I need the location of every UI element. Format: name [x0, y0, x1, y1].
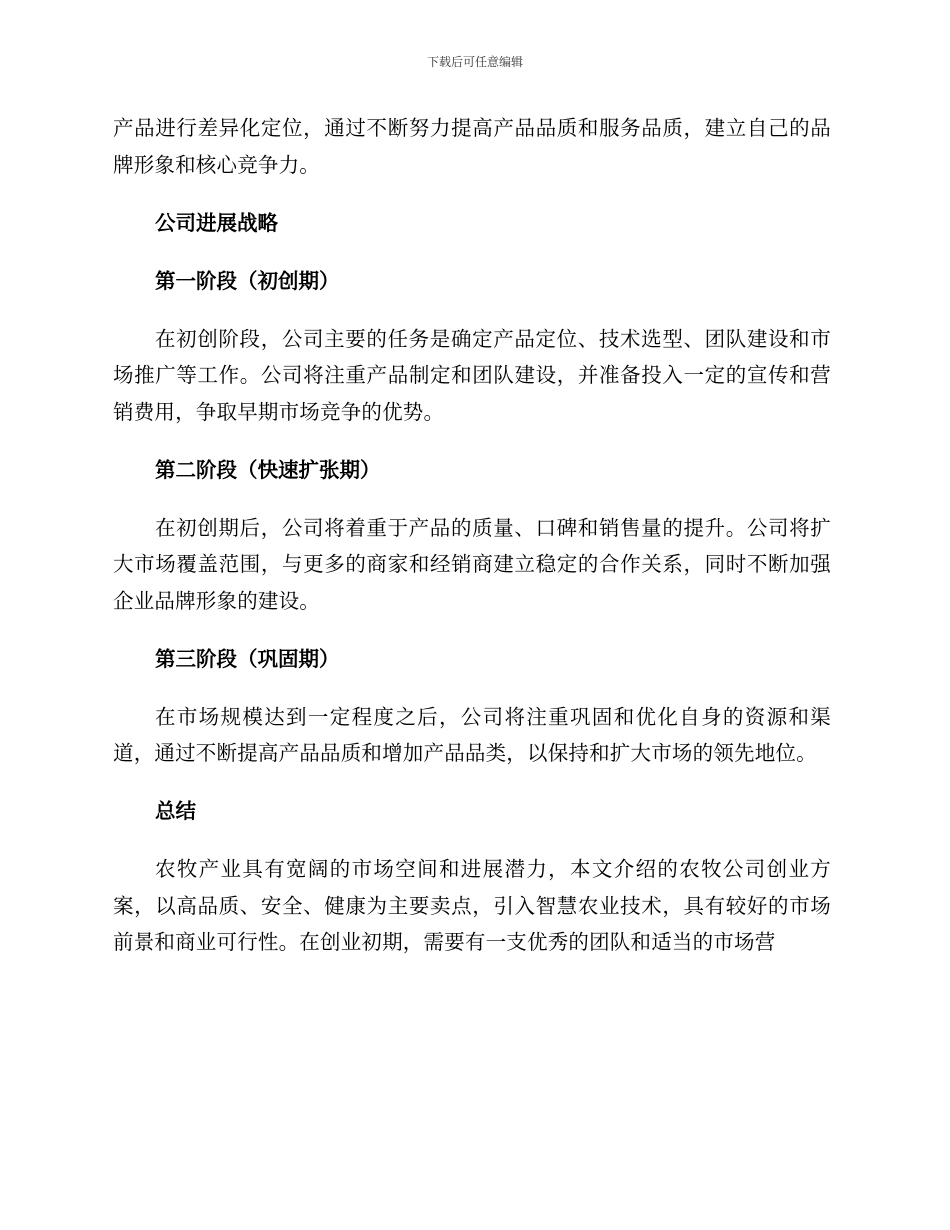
stage2-heading: 第二阶段（快速扩张期） — [155, 457, 381, 482]
stage1-heading: 第一阶段（初创期） — [155, 268, 340, 293]
stage3-heading: 第三阶段（巩固期） — [155, 646, 340, 671]
summary-heading: 总结 — [155, 799, 196, 823]
intro-continuation-paragraph: 产品进行差异化定位，通过不断努力提高产品品质和服务品质，建立自己的品牌形象和核心竞争力。 — [113, 116, 831, 177]
stage1-paragraph: 在初创阶段，公司主要的任务是确定产品定位、技术选型、团队建设和市场推广等工作。公司将注重产品制定和团队建设，并准备投入一定的宣传和营销费用，争取早期市场竞争的优势。 — [113, 326, 831, 424]
document-body — [113, 110, 831, 961]
stage2-paragraph: 在初创期后，公司将着重于产品的质量、口碑和销售量的提升。公司将扩大市场覆盖范围，与更多的商家和经销商建立稳定的合作关系，同时不断加强企业品牌形象的建设。 — [113, 515, 831, 613]
page-header-note: 下载后可任意编辑 — [426, 55, 523, 69]
summary-paragraph: 农牧产业具有宽阔的市场空间和进展潜力，本文介绍的农牧公司创业方案，以高品质、安全、健康为主要卖点，引入智慧农业技术，具有较好的市场前景和商业可行性。在创业初期，需要有一支优秀的团队和适当的市场营 — [113, 857, 831, 954]
stage3-paragraph: 在市场规模达到一定程度之后，公司将注重巩固和优化自身的资源和渠道，通过不断提高产品品质和增加产品品类，以保持和扩大市场的领先地位。 — [113, 704, 831, 765]
section-strategy-heading: 公司进展战略 — [155, 210, 278, 235]
